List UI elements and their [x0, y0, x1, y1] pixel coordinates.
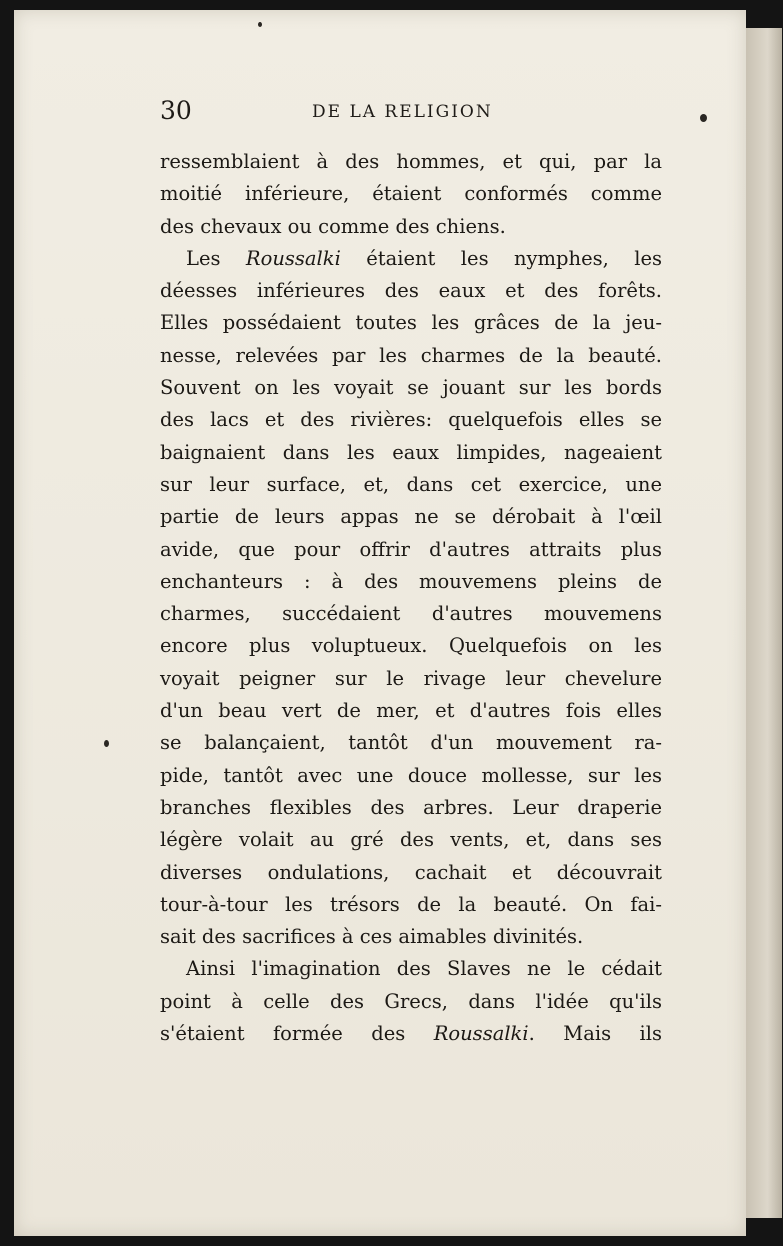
text-line: Les Roussalki étaient les nymphes, les: [186, 246, 663, 270]
body-text: [160, 146, 662, 1050]
page-edge: [744, 28, 782, 1218]
text-line: moitié inférieure, étaient conformés comme: [160, 182, 662, 206]
text-line: partie de leurs appas ne se dérobait à l'œil: [160, 505, 662, 529]
text-line: tour-à-tour les trésors de la beauté. On fai-: [160, 892, 662, 916]
page-header: [160, 96, 680, 136]
text-line: s'étaient formée des Roussalki. Mais ils: [160, 1022, 662, 1046]
text-line: légère volait au gré des vents, et, dans ses: [160, 828, 662, 852]
text-line: des lacs et des rivières: quelquefois elles se: [160, 408, 662, 432]
running-head: DE LA RELIGION: [312, 102, 493, 122]
text-line: d'un beau vert de mer, et d'autres fois elles: [160, 699, 662, 723]
text-line: Souvent on les voyait se jouant sur les bords: [160, 376, 662, 400]
text-line: Elles possédaient toutes les grâces de la jeu-: [160, 311, 662, 335]
text-line: diverses ondulations, cachait et découvrait: [160, 860, 662, 884]
ink-speck: [104, 740, 109, 747]
page-number: 30: [160, 96, 192, 125]
text-line: baignaient dans les eaux limpides, nageaient: [160, 440, 662, 464]
text-line: encore plus voluptueux. Quelquefois on les: [160, 634, 662, 658]
text-line: nesse, relevées par les charmes de la beauté.: [160, 343, 662, 367]
ink-speck: [258, 22, 262, 27]
text-line: branches flexibles des arbres. Leur draperie: [160, 795, 662, 819]
text-line: sait des sacrifices à ces aimables divinités.: [160, 925, 584, 949]
ink-speck: [700, 114, 707, 122]
text-line: charmes, succédaient d'autres mouvemens: [160, 602, 662, 626]
page: [14, 10, 746, 1236]
text-line: déesses inférieures des eaux et des forêts.: [160, 279, 662, 303]
text-line: point à celle des Grecs, dans l'idée qu'ils: [160, 989, 662, 1013]
text-line: pide, tantôt avec une douce mollesse, sur les: [160, 763, 662, 787]
text-line: sur leur surface, et, dans cet exercice, une: [160, 472, 662, 496]
text-line: enchanteurs : à des mouvemens pleins de: [160, 569, 662, 593]
text-line: avide, que pour offrir d'autres attraits plus: [160, 537, 662, 561]
text-line: se balançaient, tantôt d'un mouvement ra-: [160, 731, 662, 755]
text-line: Ainsi l'imagination des Slaves ne le cédait: [186, 957, 662, 981]
text-line: ressemblaient à des hommes, et qui, par la: [160, 150, 662, 173]
text-line: des chevaux ou comme des chiens.: [160, 214, 506, 238]
text-line: voyait peigner sur le rivage leur chevelure: [160, 666, 662, 690]
